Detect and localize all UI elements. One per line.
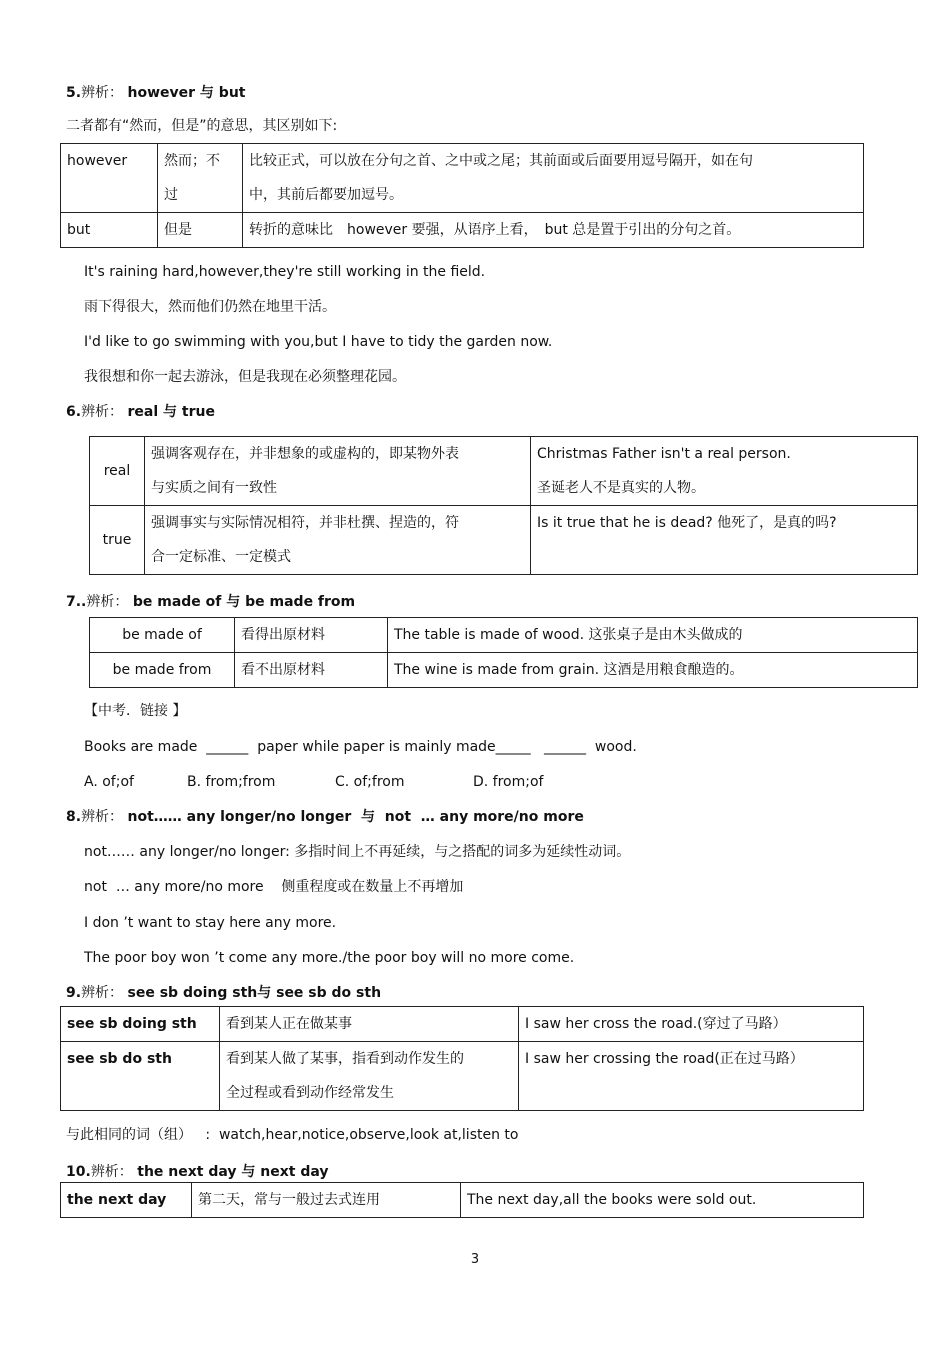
table-cell: 看不出原材料 [235,653,388,688]
section-number: 10. [66,1164,91,1180]
section-label: 辨析： [81,985,124,1001]
table-cell: 比较正式，可以放在分句之首、之中或之尾；其前面或后面要用逗号隔开，如在句 中，其前后都要加逗号。 [243,144,864,213]
section-terms: not…… any longer/no longer 与 not … any more/no more [127,809,584,825]
section-number: 8. [66,809,82,825]
section-terms: be made of 与 be made from [132,594,356,610]
however-but-table [60,143,864,248]
table-cell: I saw her cross the road.(穿过了马路） [519,1007,864,1042]
table-cell: The next day,all the books were sold out. [461,1183,864,1218]
next-day-table [60,1182,864,1218]
example-en: I'd like to go swimming with you,but I have to tidy the garden now. [84,334,553,350]
table-cell: 转折的意味比 however 要强，从语序上看， but 总是置于引出的分句之首。 [243,213,864,248]
table-cell: Christmas Father isn't a real person. 圣诞老人不是真实的人物。 [531,437,918,506]
option-c: C. of;from [335,774,405,790]
table-row [61,144,864,213]
table-cell: 第二天，常与一般过去式连用 [192,1183,461,1218]
made-of-from-table [89,617,918,688]
section-number: 5. [66,85,82,101]
table-cell: Is it true that he is dead? 他死了，是真的吗? [531,506,918,575]
see-sb-table [60,1006,864,1111]
table-row [61,213,864,248]
table-cell: however [61,144,158,213]
section-label: 辨析： [81,809,124,825]
section-7-heading [66,593,355,611]
table-cell: 看到某人正在做某事 [220,1007,519,1042]
similar-words: 与此相同的词（组） : watch,hear,notice,observe,look at,listen to [66,1127,519,1143]
table-cell: the next day [61,1183,192,1218]
option-d: D. from;of [473,774,544,790]
page-number: 3 [470,1252,480,1267]
section-5-intro: 二者都有“然而，但是”的意思，其区别如下: [66,118,338,134]
section-terms: real 与 true [127,404,215,420]
section-number: 7.. [66,594,87,610]
table-cell: see sb do sth [61,1042,220,1111]
section-label: 辨析： [86,594,129,610]
option-b: B. from;from [187,774,276,790]
table-row [90,506,918,575]
section-6-heading [66,403,215,421]
table-cell: but [61,213,158,248]
section-8-heading [66,808,584,826]
section-10-heading [66,1163,329,1181]
table-cell: true [90,506,145,575]
table-cell: 然而；不 过 [158,144,243,213]
exam-link-label: 【中考．链接 】 [84,703,187,719]
example-en: The poor boy won ’t come any more./the poor boy will no more come. [84,950,575,966]
table-cell: 强调客观存在，并非想象的或虚构的，即某物外表 与实质之间有一致性 [145,437,531,506]
usage-note: not … any more/no more 侧重程度或在数量上不再增加 [84,879,464,895]
table-row [90,618,918,653]
section-terms: the next day 与 next day [137,1164,329,1180]
table-cell: be made from [90,653,235,688]
section-terms: however 与 but [127,85,246,101]
usage-note: not…… any longer/no longer: 多指时间上不再延续，与之搭配的词多为延续性动词。 [84,844,631,860]
section-terms: see sb doing sth与 see sb do sth [127,985,382,1001]
table-row [61,1042,864,1111]
example-en: It's raining hard,however,they're still working in the field. [84,264,486,280]
table-cell: 但是 [158,213,243,248]
table-cell: real [90,437,145,506]
exam-question: Books are made ______ paper while paper is mainly made_____ ______ wood. [84,739,637,755]
table-row [61,1007,864,1042]
section-number: 6. [66,404,82,420]
section-number: 9. [66,985,82,1001]
section-5-heading [66,84,245,102]
section-label: 辨析： [90,1164,133,1180]
table-cell: 看得出原材料 [235,618,388,653]
section-label: 辨析： [81,404,124,420]
table-cell: The table is made of wood. 这张桌子是由木头做成的 [388,618,918,653]
table-cell: 强调事实与实际情况相符，并非杜撰、捏造的，符 合一定标准、一定模式 [145,506,531,575]
table-cell: I saw her crossing the road(正在过马路） [519,1042,864,1111]
example-zh: 我很想和你一起去游泳，但是我现在必须整理花园。 [84,369,406,385]
section-label: 辨析： [81,85,124,101]
table-cell: be made of [90,618,235,653]
example-zh: 雨下得很大，然而他们仍然在地里干活。 [84,299,336,315]
table-cell: The wine is made from grain. 这酒是用粮食酿造的。 [388,653,918,688]
option-a: A. of;of [84,774,134,790]
real-true-table [89,436,918,575]
section-9-heading [66,984,381,1002]
example-en: I don ’t want to stay here any more. [84,915,337,931]
table-cell: see sb doing sth [61,1007,220,1042]
table-row [61,1183,864,1218]
table-cell: 看到某人做了某事，指看到动作发生的 全过程或看到动作经常发生 [220,1042,519,1111]
table-row [90,653,918,688]
table-row [90,437,918,506]
